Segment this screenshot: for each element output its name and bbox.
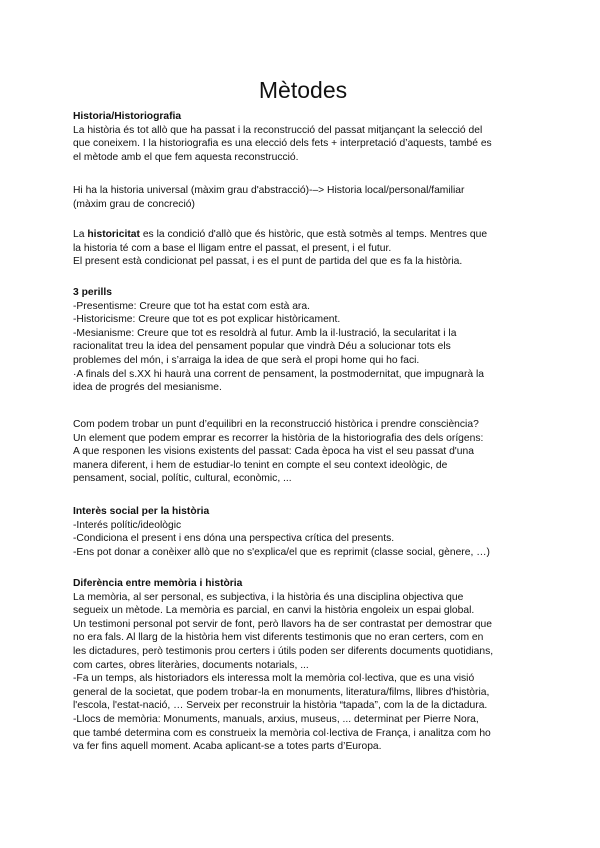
bold-term: historicitat xyxy=(87,229,140,240)
paragraph-line: Hi ha la historia universal (màxim grau d'abstracció)-–> Historia local/personal/familiar xyxy=(73,185,465,196)
paragraph-line: les dictadures, però testimonis prou certers i útils poden ser diferents documents quotidians, xyxy=(73,645,494,657)
paragraph-line: -Condiciona el present i ens dóna una perspectiva crítica del presents. xyxy=(73,533,395,545)
section-heading: Diferència entre memòria i història xyxy=(73,578,243,589)
section-historiografia xyxy=(73,110,533,164)
paragraph-line: racionalitat treu la idea del pensament popular que vindrà Déu a solucionar tots els xyxy=(73,341,451,353)
section-memoria-historia xyxy=(73,577,533,754)
section-equilibri xyxy=(73,418,533,486)
text-run: La xyxy=(73,229,88,240)
paragraph-line: Un testimoni personal pot servir de font, però llavors ha de ser contrastat per demostrar que xyxy=(73,618,492,630)
paragraph-line: idea de progrés del mesianisme. xyxy=(73,382,222,394)
paragraph-line: ·A finals del s.XX hi haurà una corrent de pensament, la postmodernitat, que impugnarà la xyxy=(73,368,484,380)
paragraph-line: -Llocs de memòria: Monuments, manuals, arxius, museus, ... determinat per Pierre Nora, xyxy=(73,713,479,725)
paragraph-line: que coneixem. I la historiografia es una elecció dels fets + interpretació d’aquests, també es xyxy=(73,138,492,150)
paragraph-line: problemes del món, i s’arraiga la idea de que serà el propi home qui ho faci. xyxy=(73,354,420,366)
paragraph-line: pensament, social, polític, cultural, econòmic, ... xyxy=(73,473,292,485)
paragraph-line: -Mesianisme: Creure que tot es resoldrà al futur. Amb la il·lustració, la secularitat i la xyxy=(73,327,457,339)
text-run: es la condició d'allò que és històric, que està sotmès al temps. Mentres que xyxy=(139,229,488,240)
paragraph-line: segueix un mètode. La memòria es parcial, en canvi la història engoleix un espai global. xyxy=(73,605,475,617)
paragraph-line: manera diferent, i hem de estudiar-lo tenint en compte el seu context ideològic, de xyxy=(73,459,448,471)
paragraph-line: l'escola, l'estat-nació, … Serveix per reconstruir la història “tapada”, com la de la dictadura. xyxy=(73,700,488,712)
paragraph-line: -Fa un temps, als historiadors els interessa molt la memòria col·lectiva, que es una visió xyxy=(73,673,475,685)
paragraph-line: A que responen les visions existents del passat: Cada època ha vist el seu passat d'una xyxy=(73,446,474,458)
paragraph-line: -Historicisme: Creure que tot es pot explicar històricament. xyxy=(73,314,341,326)
paragraph-line: La memòria, al ser personal, es subjectiva, i la història és una disciplina objectiva que xyxy=(73,591,464,603)
paragraph-line: com cartes, obres literàries, documents notarials, ... xyxy=(73,659,309,671)
paragraph-line: va fer fins aquell moment. Acaba aplicant-se a totes parts d’Europa. xyxy=(73,741,382,753)
paragraph-line: (màxim grau de concreció) xyxy=(73,198,195,210)
section-heading: Interès social per la història xyxy=(73,506,210,517)
paragraph-line xyxy=(73,228,533,242)
paragraph-line: no era fals. Al llarg de la història hem vist diferents testimonis que no eran certers, com en xyxy=(73,632,484,644)
paragraph-line: general de la societat, que podem trobar-la en monuments, literatura/films, llibres d'història, xyxy=(73,686,490,698)
paragraph-line: Un element que podem emprar es recorrer la història de la historiografia des dels orígens: xyxy=(73,432,484,444)
paragraph-line: que també determina com es construeix la memòria col·lectiva de França, i analitza com ho xyxy=(73,727,491,739)
section-historia-universal xyxy=(73,184,533,211)
section-interes-social xyxy=(73,505,533,559)
paragraph-line: la historia té com a base el lligam entre el passat, el present, i el futur. xyxy=(73,242,392,254)
paragraph-line: El present està condicionat pel passat, i es el punt de partida del que es fa la història. xyxy=(73,256,463,268)
paragraph-line: -Interés polític/ideològic xyxy=(73,519,182,531)
paragraph-line: La història és tot allò que ha passat i la reconstrucció del passat mitjançant la selecció del xyxy=(73,124,483,136)
paragraph-line: el mètode amb el que fem aquesta reconstrucció. xyxy=(73,151,299,163)
section-perills xyxy=(73,286,533,395)
paragraph-line: -Presentisme: Creure que tot ha estat com està ara. xyxy=(73,300,310,312)
section-historicitat xyxy=(73,228,533,269)
paragraph-line: Com podem trobar un punt d’equilibri en la reconstrucció històrica i prendre consciència? xyxy=(73,419,479,430)
section-heading: Historia/Historiografia xyxy=(73,111,182,122)
page-title: Mètodes xyxy=(258,77,348,103)
paragraph-line: -Ens pot donar a conèixer allò que no s'explica/el que es reprimit (classe social, gènere, …) xyxy=(73,546,490,558)
section-heading: 3 perills xyxy=(73,287,112,298)
